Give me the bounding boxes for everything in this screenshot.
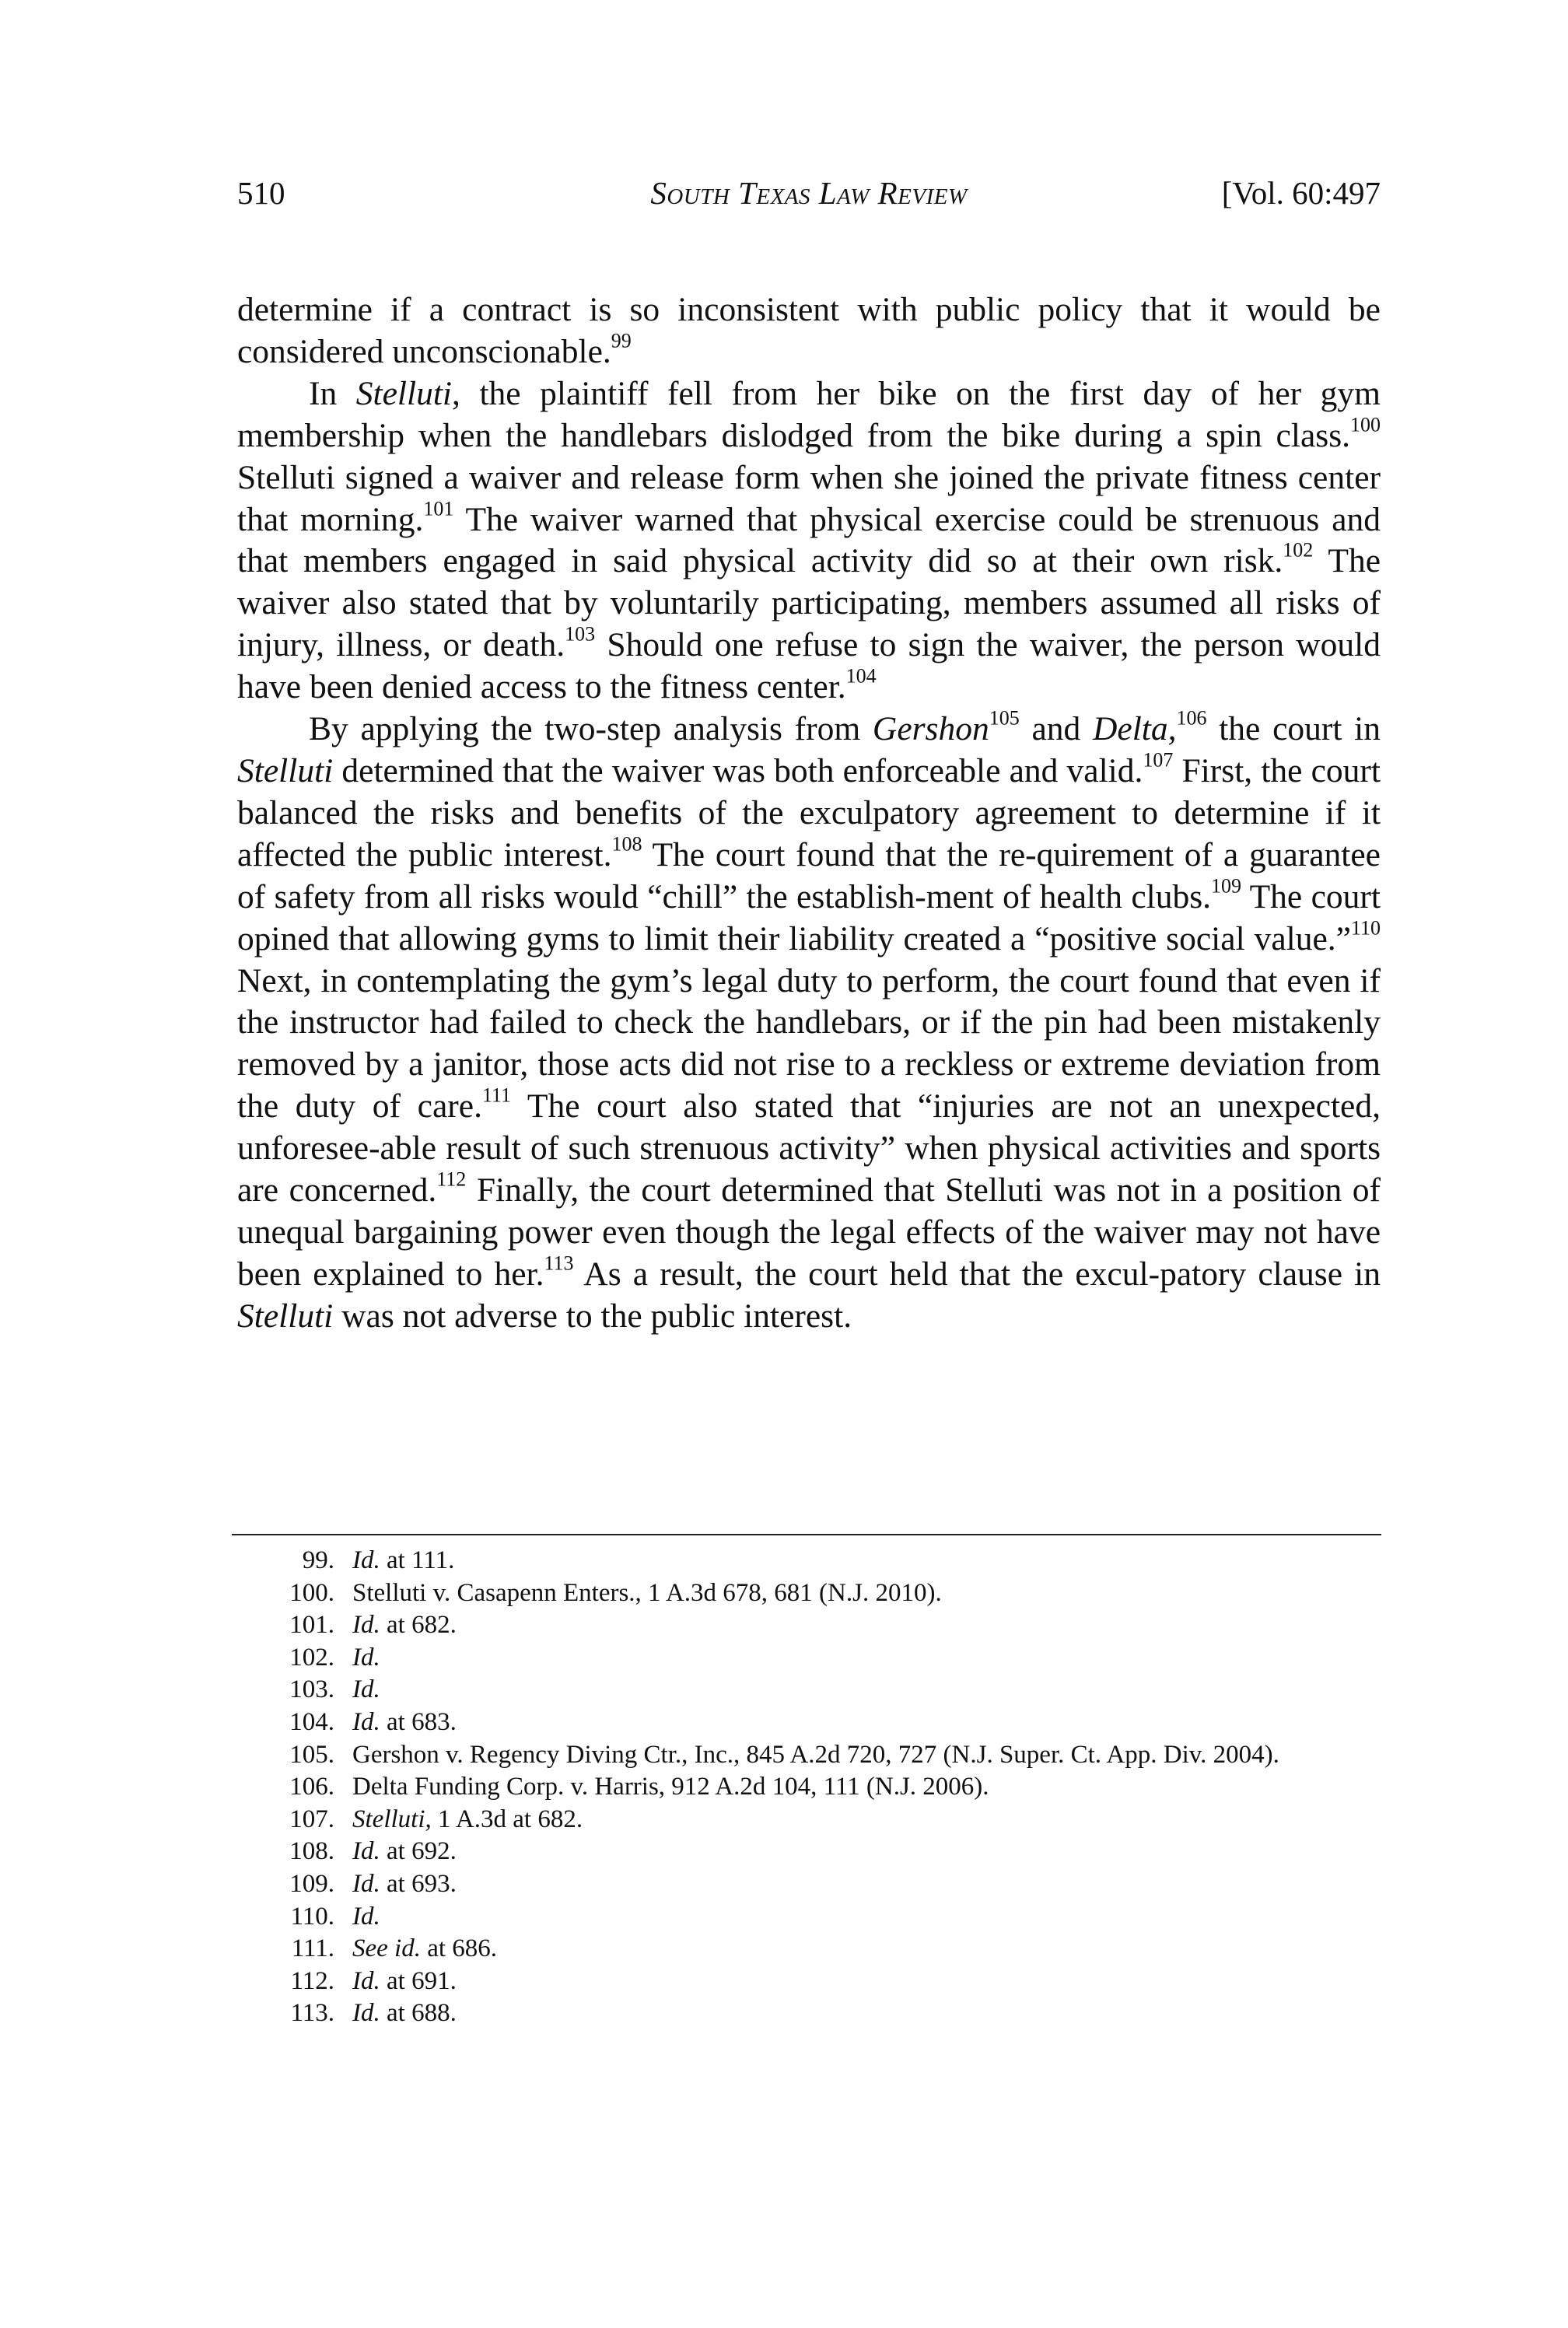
footnote-ref: 111 [481, 1083, 512, 1107]
volume-citation: [Vol. 60:497 [1221, 175, 1381, 211]
case-name: Delta, [1092, 710, 1177, 748]
case-name: Stelluti [237, 1297, 334, 1335]
paragraph-2: In Stelluti, the plaintiff fell from her bike on the first day of her gym membership when the handlebars dislodged from the bike during a spin class.$^{100}$ Stelluti signed a waiver and release form when she joined the private fitness center that morning.$^{101}$ The waiver warned that physical exercise could be strenuous and that members engaged in said physical activity did so at their own risk.$^{102}$ The waiver also stated that by voluntarily participating, members assumed all risks of injury, illness, or death.$^{103}$ Should one refuse to sign the waiver, the person would have been denied access to the fitness center.$^{104}$ [237, 374, 1381, 706]
footnote-102: 102. Id. [289, 1643, 380, 1672]
footnote-108: 108. Id. at 692. [289, 1837, 457, 1866]
footnote-ref: 112 [436, 1168, 467, 1191]
footnote-ref: 107 [1143, 748, 1174, 772]
footnote-109: 109. Id. at 693. [289, 1869, 457, 1898]
page-number: 510 [237, 175, 285, 211]
footnote-ref: 108 [611, 832, 642, 856]
footnote-103: 103. Id. [289, 1675, 380, 1704]
footnote-112: 112. Id. at 691. [290, 1966, 457, 1995]
footnote-ref: 104 [845, 664, 877, 688]
footnote-ref: 109 [1211, 874, 1242, 898]
main-text [237, 289, 1381, 1338]
footnote-ref: 113 [544, 1252, 574, 1275]
footnote-ref: 99 [611, 329, 632, 352]
paragraph-3: By applying the two-step analysis from Gershon$^{105}$ and Delta,$^{106}$ the court in Stelluti determined that the waiver was both enforceable and valid.$^{107}$ First, the court balanced the risks and benefits of the exculpatory agreement to determine if it affected the public interest.$^{108}$ The court found that the re-quirement of a guarantee of safety from all risks would “chill” the establish-ment of health clubs.$^{109}$ The court opined that allowing gyms to limit their liability created a “positive social value.”$^{110}$ Next, in contemplating the gym’s legal duty to perform, the court found that even if the instructor had failed to check the handlebars, or if the pin had been mistakenly removed by a janitor, those acts did not rise to a reckless or extreme deviation from the duty of care.$^{111}$ The court also stated that “injuries are not an unexpected, unforesee-able result of such strenuous activity” when physical activities and sports are concerned.$^{112}$ Finally, the court determined that Stelluti was not in a position of unequal bargaining power even though the legal effects of the waiver may not have been explained to her.$^{113}$ As a result, the court held that the excul-patory clause in Stelluti was not adverse to the public interest. [237, 706, 1381, 1335]
footnote-113: 113. Id. at 688. [290, 1999, 457, 2028]
journal-title: South Texas Law Review [650, 175, 968, 211]
footnote-ref: 105 [989, 706, 1020, 730]
footnote-99: 99. Id. at 111. [302, 1546, 455, 1574]
footnote-104: 104. Id. at 683. [289, 1707, 457, 1736]
case-name: Stelluti [237, 751, 334, 789]
footnote-110: 110. Id. [290, 1902, 380, 1931]
footnote-106: 106. Delta Funding Corp. v. Harris, 912 A.2d 104, 111 (N.J. 2006). [289, 1773, 989, 1801]
footnote-107: 107. Stelluti, 1 A.3d at 682. [289, 1805, 583, 1833]
footnote-ref: 103 [565, 622, 596, 646]
footnote-ref: 110 [1350, 916, 1381, 940]
footnotes [237, 1545, 1381, 2030]
running-header [237, 170, 1381, 216]
footnote-divider [232, 1534, 1381, 1535]
footnote-101: 101. Id. at 682. [289, 1611, 457, 1640]
footnote-ref: 102 [1283, 538, 1314, 562]
paragraph-1: determine if a contract is so inconsistent with public policy that it would be considered unconscionable.$^{99}$ [237, 291, 1381, 370]
case-name: Stelluti [355, 374, 453, 412]
footnote-111: 111. See id. at 686. [291, 1934, 498, 1963]
footnote-ref: 100 [1350, 413, 1381, 436]
footnote-ref: 101 [423, 497, 454, 520]
footnote-105: 105. Gershon v. Regency Diving Ctr., Inc., 845 A.2d 720, 727 (N.J. Super. Ct. App. Div. 2004). [289, 1740, 1279, 1769]
footnote-ref: 106 [1176, 706, 1207, 730]
footnote-100: 100. Stelluti v. Casapenn Enters., 1 A.3d 678, 681 (N.J. 2010). [289, 1578, 942, 1607]
case-name: Gershon [872, 710, 989, 748]
